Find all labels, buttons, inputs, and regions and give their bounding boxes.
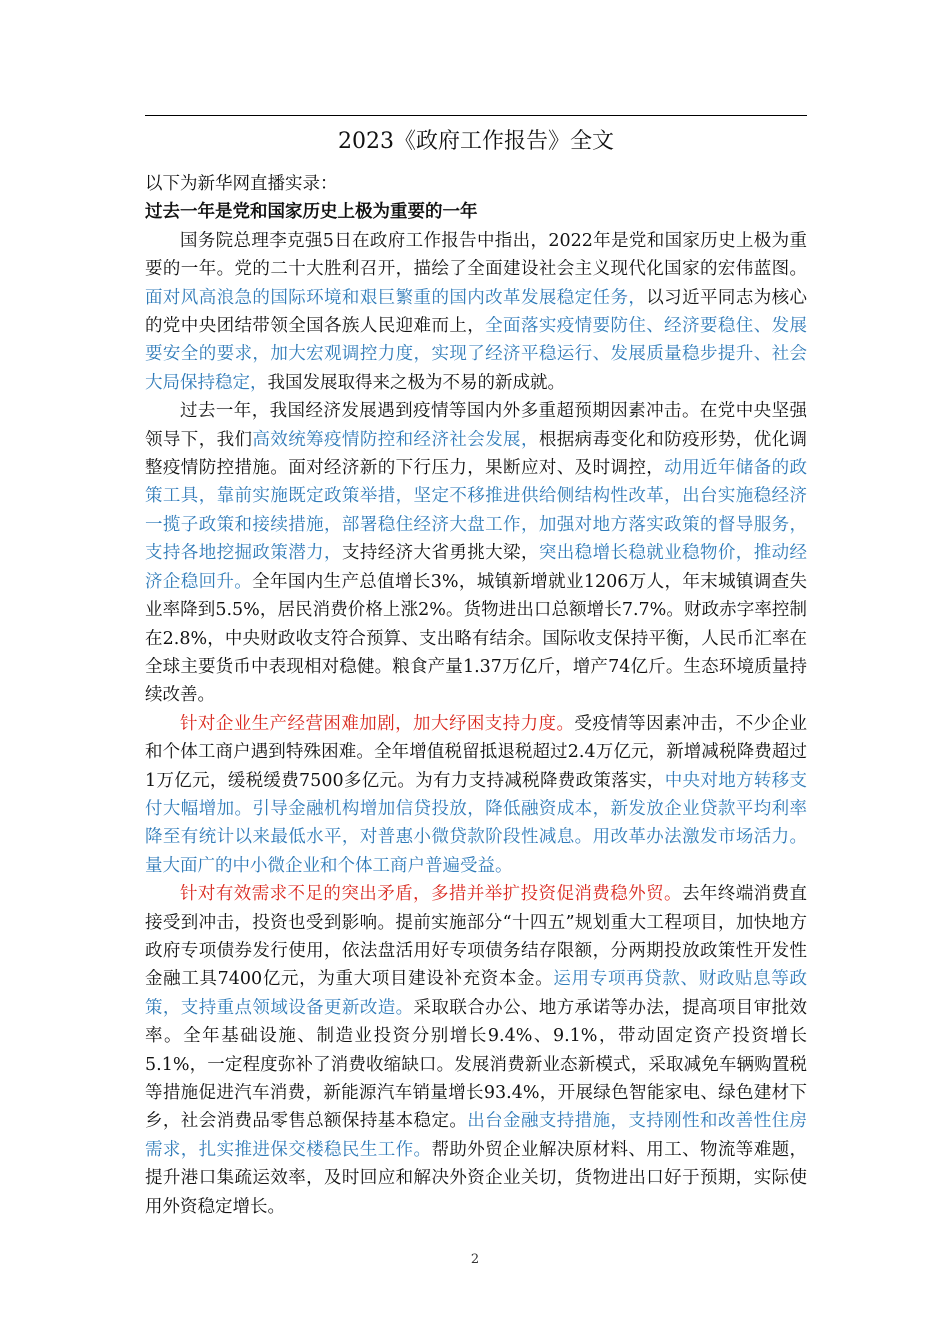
paragraph-1 (145, 227, 807, 397)
p4-highlight-1: 运用专项再贷款、财政贴息等政策，支持重点领域设备更新改造。 (145, 969, 807, 1018)
intro-line: 以下为新华网直播实录： (145, 174, 338, 194)
p2-text-1: 过去一年，我国经济发展遇到疫情等国内外多重超预期因素冲击。在党中央坚强领导下，我们 (145, 401, 807, 450)
p3-text-1: 受疫情等因素冲击，不少企业和个体工商户遇到特殊困难。全年增值税留抵退税超过2.4万亿元，新增减税降费超过1万亿元，缓税缓费7500多亿元。为有力支持减税降费政策落实， (145, 713, 808, 791)
page-number: 2 (470, 1252, 480, 1267)
document-body (145, 170, 807, 1221)
p4-text-1: 去年终端消费直接受到冲击，投资也受到影响。提前实施部分“十四五”规划重大工程项目，加快地方政府专项债券发行使用，依法盘活用好专项债务结存限额，分两期投放政策性开发性金融工具7400亿元，为重大项目建设补充资本金。 (145, 884, 808, 990)
p4-highlight-2: 出台金融支持措施，支持刚性和改善性住房需求，扎实推进保交楼稳民生工作。 (145, 1111, 807, 1160)
p1-text-2: 以习近平同志为核心的党中央团结带领全国各族人民迎难而上， (145, 287, 808, 337)
p1-highlight-2: 全面落实疫情要防住、经济要稳住、发展要安全的要求，加大宏观调控力度，实现了经济平稳运行、发展质量稳步提升、社会大局保持稳定， (145, 316, 808, 393)
section-heading: 过去一年是党和国家历史上极为重要的一年 (145, 202, 478, 223)
p2-text-3: 支持经济大省勇挑大梁， (341, 543, 539, 564)
header-rule (145, 115, 807, 116)
document-title: 2023《政府工作报告》全文 (338, 129, 614, 154)
p1-text-3: 我国发展取得来之极为不易的新成就。 (267, 372, 565, 393)
p4-red-lead: 针对有效需求不足的突出矛盾，多措并举扩投资促消费稳外贸。 (180, 884, 682, 905)
p2-text-2: 根据病毒变化和防疫形势，优化调整疫情防控措施。面对经济新的下行压力，果断应对、及时调控， (145, 429, 808, 479)
p4-text-2: 采取联合办公、地方承诺等办法，提高项目审批效率。全年基础设施、制造业投资分别增长9.4%、9.1%，带动固定资产投资增长5.1%，一定程度弥补了消费收缩缺口。发展消费新业态新模式，采取减免车辆购置税等措施促进汽车消费，新能源汽车销量增长93.4%，开展绿色智能家电、绿色建材下乡，社会消费品零售总额保持基本稳定。 (145, 997, 808, 1132)
p2-highlight-1: 高效统筹疫情防控和经济社会发展， (252, 429, 539, 450)
p2-text-4: 全年国内生产总值增长3%，城镇新增就业1206万人，年末城镇调查失业率降到5.5%，居民消费价格上涨2%。货物进出口总额增长7.7%。财政赤字率控制在2.8%，中央财政收支符合预算、支出略有结余。国际收支保持平衡，人民币汇率在全球主要货币中表现相对稳健。粮食产量1.37万亿斤，增产74亿斤。生态环境质量持续改善。 (145, 571, 808, 706)
p1-text-1: 国务院总理李克强5日在政府工作报告中指出，2022年是党和国家历史上极为重要的一年。党的二十大胜利召开，描绘了全面建设社会主义现代化国家的宏伟蓝图。 (145, 230, 807, 280)
p4-text-3: 帮助外贸企业解决原材料、用工、物流等难题，提升港口集疏运效率，及时回应和解决外资企业关切，货物进出口好于预期，实际使用外资稳定增长。 (145, 1139, 808, 1217)
p1-highlight-1: 面对风高浪急的国际环境和艰巨繁重的国内改革发展稳定任务， (145, 287, 647, 308)
paragraph-3 (145, 710, 807, 880)
p2-highlight-2: 动用近年储备的政策工具，靠前实施既定政策举措，坚定不移推进供给侧结构性改革，出台实施稳经济一揽子政策和接续措施，部署稳住经济大盘工作，加强对地方落实政策的督导服务，支持各地挖掘政策潜力， (145, 458, 808, 564)
paragraph-2 (145, 397, 807, 709)
p2-highlight-3: 突出稳增长稳就业稳物价，推动经济企稳回升。 (145, 543, 808, 592)
paragraph-4 (145, 880, 807, 1221)
p3-red-lead: 针对企业生产经营困难加剧，加大纾困支持力度。 (180, 713, 575, 734)
p3-highlight-2: 引导金融机构增加信贷投放，降低融资成本，新发放企业贷款平均利率降至有统计以来最低水平，对普惠小微贷款阶段性减息。用改革办法激发市场活力。量大面广的中小微企业和个体工商户普遍受益。 (145, 798, 808, 876)
p3-highlight-1: 中央对地方转移支付大幅增加。 (145, 770, 807, 819)
